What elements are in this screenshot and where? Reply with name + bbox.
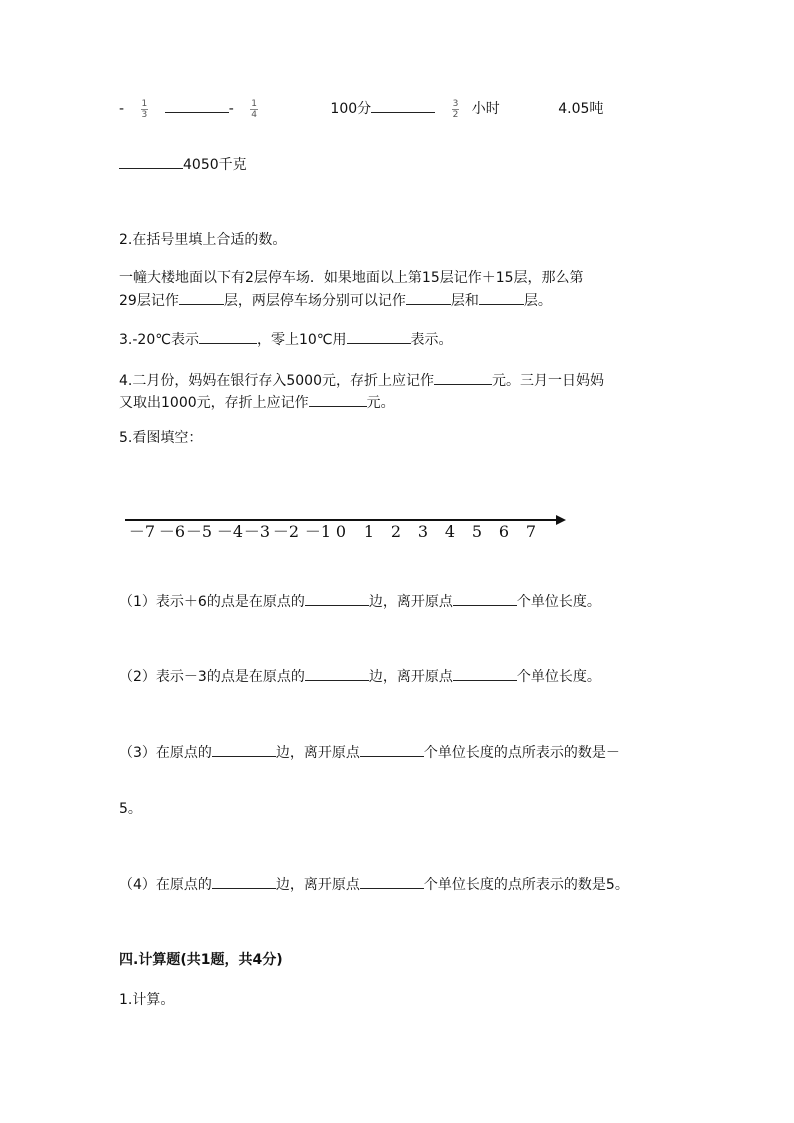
q3-segment: 表示。: [410, 332, 453, 348]
answer-blank[interactable]: [453, 666, 517, 681]
q2-segment: 层，两层停车场分别可以记作: [223, 293, 406, 309]
sub-segment: （2）表示－3的点是在原点的: [119, 669, 305, 685]
tick-label-zero: 0: [335, 522, 347, 541]
arrow-head-icon: [556, 515, 566, 525]
tick-label: 4: [444, 522, 456, 541]
sub-segment: 个单位长度的点所表示的数是－: [423, 745, 620, 761]
fraction-one-third: [141, 99, 149, 120]
fraction-numerator: 1: [251, 98, 257, 109]
quantity-tons: 4.05吨: [558, 101, 604, 117]
answer-blank[interactable]: [360, 742, 424, 757]
sub-segment: （3）在原点的: [119, 745, 212, 761]
sub-segment: 边，离开原点: [275, 877, 360, 893]
answer-blank[interactable]: [371, 98, 435, 113]
tick-label: 2: [390, 522, 402, 541]
tick-label: 3: [417, 522, 429, 541]
sub-segment: 边，离开原点: [368, 594, 453, 610]
row-2: [119, 154, 247, 175]
q2-text-line1: 一幢大楼地面以下有2层停车场．如果地面以上第15层记作＋15层，那么第: [119, 270, 584, 286]
sub-segment: 边，离开原点: [275, 745, 360, 761]
q4-segment: 4.二月份，妈妈在银行存入5000元，存折上应记作: [119, 373, 434, 389]
answer-blank[interactable]: [453, 591, 517, 606]
fraction-numerator: 3: [452, 98, 459, 109]
q2-text-line2: [119, 290, 552, 311]
tick-label: －7: [128, 522, 156, 541]
sub-segment: 个单位长度。: [516, 594, 601, 610]
section-4-question-1: 1.计算。: [119, 992, 175, 1008]
minus-sign: -: [228, 101, 234, 117]
answer-blank[interactable]: [212, 874, 276, 889]
number-line: [0, 508, 794, 548]
q5-sub4: [119, 874, 629, 895]
tick-label: 6: [498, 522, 510, 541]
answer-blank[interactable]: [165, 98, 229, 113]
answer-blank[interactable]: [305, 591, 369, 606]
tick-label: 5: [471, 522, 483, 541]
answer-blank[interactable]: [212, 742, 276, 757]
answer-blank[interactable]: [305, 666, 369, 681]
q5-sub3: [119, 742, 620, 763]
section-4-title: 四.计算题(共1题，共4分): [119, 952, 283, 968]
fraction-denominator: 3: [141, 109, 148, 120]
tick-label: －2: [272, 522, 300, 541]
answer-blank[interactable]: [347, 329, 411, 344]
answer-blank[interactable]: [199, 329, 257, 344]
q3-segment: 3.-20℃表示: [119, 332, 199, 348]
quantity-kilograms: 4050千克: [183, 157, 247, 173]
unit-hours: 小时: [471, 101, 500, 117]
answer-blank[interactable]: [119, 154, 183, 169]
q5-sub2: [119, 666, 601, 687]
tick-label: －4: [216, 522, 244, 541]
answer-blank[interactable]: [406, 290, 451, 305]
q3-segment: ，零上10℃用: [256, 332, 347, 348]
sub-segment: （1）表示＋6的点是在原点的: [119, 594, 305, 610]
tick-label: －5: [185, 522, 213, 541]
q4-line1: [119, 370, 604, 391]
answer-blank[interactable]: [434, 370, 492, 385]
q2-segment: 层和: [450, 293, 479, 309]
answer-blank[interactable]: [479, 290, 524, 305]
answer-blank[interactable]: [309, 392, 367, 407]
q4-segment: 又取出1000元，存折上应记作: [119, 395, 309, 411]
minus-sign: -: [119, 101, 125, 117]
q2-title: 2.在括号里填上合适的数。: [119, 232, 287, 248]
row-1: [119, 98, 603, 120]
fraction-three-halves: [452, 99, 460, 120]
q2-segment: 29层记作: [119, 293, 179, 309]
q5-title: 5.看图填空：: [119, 430, 203, 446]
tick-label: 1: [363, 522, 375, 541]
fraction-one-quarter: [250, 99, 258, 120]
q5-sub3-continued: 5。: [119, 801, 142, 817]
q2-segment: 层。: [523, 293, 552, 309]
fraction-denominator: 2: [452, 109, 459, 120]
q4-segment: 元。: [366, 395, 395, 411]
tick-label: 7: [525, 522, 537, 541]
answer-blank[interactable]: [360, 874, 424, 889]
q5-sub1: [119, 591, 601, 612]
q4-line2: [119, 392, 395, 413]
sub-segment: 个单位长度的点所表示的数是5。: [423, 877, 629, 893]
q4-segment: 元。三月一日妈妈: [492, 373, 604, 389]
tick-label: －1: [304, 522, 332, 541]
tick-label: －3: [243, 522, 271, 541]
fraction-numerator: 1: [141, 98, 148, 109]
fraction-denominator: 4: [251, 109, 257, 120]
sub-segment: （4）在原点的: [119, 877, 212, 893]
sub-segment: 个单位长度。: [516, 669, 601, 685]
q3-line: [119, 329, 453, 350]
answer-blank[interactable]: [179, 290, 224, 305]
tick-label: －6: [158, 522, 186, 541]
quantity-minutes: 100分: [330, 101, 372, 117]
sub-segment: 边，离开原点: [368, 669, 453, 685]
